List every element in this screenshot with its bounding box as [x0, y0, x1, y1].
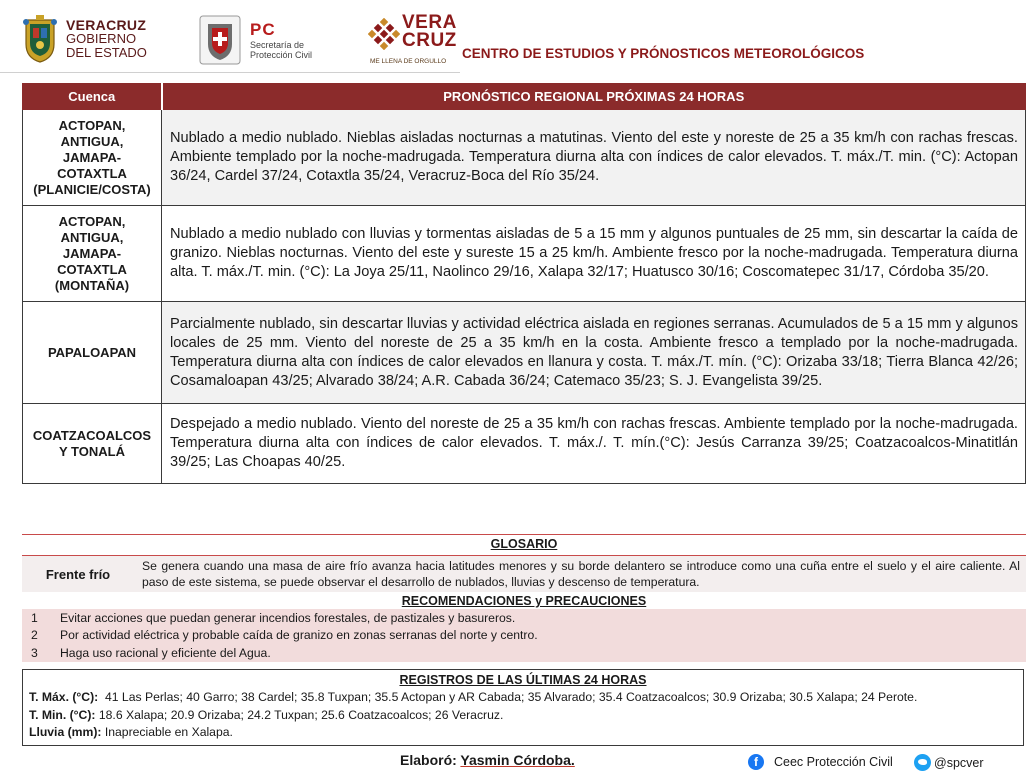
list-item-text: Evitar acciones que puedan generar incendios forestales, de pastizales y basureros. [60, 610, 516, 625]
region-name-line: Y TONALÁ [59, 443, 125, 459]
region-name-line: ACTOPAN, [58, 117, 126, 133]
glossary-top-rule [22, 534, 1026, 535]
veracruz-brand-logo [368, 14, 458, 70]
column-header-region: Cuenca [23, 84, 162, 110]
region-name-line: (PLANICIE/COSTA) [33, 181, 151, 197]
glossary-definition: Se genera cuando una masa de aire frío avanza hacia latitudes menores y su borde delantero se introduce como una cuña entre el suelo y el aire caliente. Al paso de este sistema, se puede observar el desarrollo de nublados, lluvias y descenso de temperatura. [142, 559, 1020, 589]
pc-shield-icon [198, 14, 242, 66]
facebook-handle[interactable]: Ceec Protección Civil [774, 755, 893, 769]
recommendations-list [22, 609, 1026, 662]
page-header [0, 0, 1036, 76]
registry-title: REGISTROS DE LAS ÚLTIMAS 24 HORAS [399, 673, 647, 687]
vera-pattern-icon [368, 18, 400, 50]
registry-tmin-value: 18.6 Xalapa; 20.9 Orizaba; 24.2 Tuxpan; 25.6 Coatzacoalcos; 26 Veracruz. [98, 707, 504, 722]
region-name-line: COTAXTLA [57, 165, 127, 181]
forecast-table-header [23, 84, 1026, 110]
region-cell [23, 404, 162, 484]
vera-logo-line1: VERA [402, 12, 457, 33]
twitter-handle[interactable]: @spcver [934, 755, 984, 770]
proteccion-civil-logo [198, 12, 338, 68]
vera-logo-line2: CRUZ [402, 30, 457, 51]
region-name-line: (MONTAÑA) [54, 277, 130, 293]
list-item-number: 2 [31, 628, 38, 643]
facebook-icon: f [748, 754, 764, 770]
region-name-line: PAPALOAPAN [47, 344, 137, 360]
pc-logo-acronym: PC [250, 20, 276, 39]
table-row [23, 110, 1026, 206]
page-title: CENTRO DE ESTUDIOS Y PRÓNOSTICOS METEOROLÓGICOS [462, 46, 865, 61]
registry-box [22, 669, 1024, 746]
recommendations-title: RECOMENDACIONES y PRECAUCIONES [401, 594, 647, 608]
gov-logo-line1: VERACRUZ [66, 17, 147, 33]
gov-logo-line2: GOBIERNO [66, 31, 137, 46]
forecast-text-cell: Nublado a medio nublado. Nieblas aisladas nocturnas a matutinas. Viento del este y noreste de 25 a 35 km/h con rachas frescas. Ambiente templado por la noche-madrugada. Temperatura diurna alta con índices de calor elevados. T. máx./T. min. (°C): Actopan 36/24, Cardel 37/24, Cotaxtla 35/24, Veracruz-Boca del Río 35/24. [162, 110, 1026, 206]
forecast-text-cell: Nublado a medio nublado con lluvias y tormentas aisladas de 5 a 15 mm y algunos puntuales de 25 mm, sin descartar la caída de granizo. Nieblas nocturnas. Viento del este y sureste 15 a 25 km/h. Ambiente fresco por la noche-madrugada. Temperatura diurna alta. T. máx./T. min. (°C): La Joya 25/11, Naolinco 29/16, Xalapa 32/17; Huatusco 30/16; Coscomatepec 31/17, Córdoba 35/20. [162, 206, 1026, 302]
region-name-line: ANTIGUA, [60, 133, 124, 149]
author-label: Elaboró: [400, 752, 457, 768]
registry-tmin-label: T. Min. (°C): [29, 707, 96, 722]
list-item [22, 644, 1026, 662]
pc-logo-line2: Protección Civil [250, 50, 313, 60]
registry-rain [29, 724, 1017, 742]
list-item [22, 627, 1026, 645]
region-name-line: JAMAPA- [62, 149, 122, 165]
author-name: Yasmin Córdoba. [460, 752, 575, 768]
list-item [22, 609, 1026, 627]
registry-tmin [29, 707, 1017, 725]
list-item-number: 3 [31, 645, 38, 660]
table-row [23, 206, 1026, 302]
forecast-text-cell: Despejado a medio nublado. Viento del noreste de 25 a 35 km/h con rachas frescas. Ambiente templado por la noche-madrugada. Temperatura diurna alta con índices de calor elevados. T. máx./. T. mín.(°C): Jesús Carranza 39/25; Coatzacoalcos-Minatitlán 39/25; Las Choapas 40/25. [162, 404, 1026, 484]
region-cell [23, 110, 162, 206]
coat-of-arms-icon [22, 14, 58, 64]
table-row [23, 404, 1026, 484]
registry-rain-label: Lluvia (mm): [29, 725, 102, 739]
region-name-line: ANTIGUA, [60, 229, 124, 245]
registry-tmax-value: 41 Las Perlas; 40 Garro; 38 Cardel; 35.8 Tuxpan; 35.5 Actopan y AR Cabada; 35 Alvarado; 35.4 Coatzacoalcos; 30.9 Orizaba; 30.5 Xalapa; 24 Perote. [104, 690, 918, 704]
twitter-link[interactable] [914, 754, 984, 771]
forecast-text-cell: Parcialmente nublado, sin descartar lluvias y actividad eléctrica aislada en regiones serranas. Acumulados de 5 a 15 mm y algunos locales de 25 mm. Viento del noreste de 25 a 35 km/h en la costa. Ambiente fresco a templado por la noche-madrugada. Temperatura diurna alta con índices de calor elevados en llanura y costa. T. máx./T. mín. (°C): Orizaba 33/18; Tierra Blanca 42/26; Cosamaloapan 43/25; Alvarado 38/24; A.R. Cabada 36/24; Catemaco 35/23; S. J. Evangelista 39/25. [162, 302, 1026, 404]
registry-rain-value: Inapreciable en Xalapa. [104, 725, 233, 739]
list-item-text: Por actividad eléctrica y probable caída de granizo en zonas serranas del norte y centro. [60, 628, 538, 643]
glossary-title: GLOSARIO [490, 537, 558, 551]
region-cell [23, 302, 162, 404]
registry-tmax [29, 689, 1017, 707]
region-cell [23, 206, 162, 302]
forecast-table [22, 83, 1026, 484]
facebook-link[interactable] [748, 754, 893, 770]
twitter-icon [914, 754, 931, 771]
region-name-line: JAMAPA- [62, 245, 122, 261]
veracruz-government-logo [22, 10, 192, 68]
registry-tmax-label: T. Máx. (°C): [29, 690, 99, 704]
header-divider [0, 72, 460, 73]
list-item-text: Haga uso racional y eficiente del Agua. [60, 645, 271, 660]
table-row [23, 302, 1026, 404]
region-name-line: COTAXTLA [57, 261, 127, 277]
region-name-line: COATZACOALCOS [32, 427, 152, 443]
column-header-forecast: PRONÓSTICO REGIONAL PRÓXIMAS 24 HORAS [162, 84, 1026, 110]
vera-logo-tagline: ME LLENA DE ORGULLO [370, 58, 447, 65]
glossary-term: Frente frío [45, 566, 111, 582]
list-item-number: 1 [31, 610, 38, 625]
pc-logo-line1: Secretaría de [250, 40, 305, 50]
author-line [400, 752, 575, 768]
region-name-line: ACTOPAN, [58, 213, 126, 229]
glossary-entry [22, 556, 1026, 592]
gov-logo-line3: DEL ESTADO [66, 45, 147, 60]
